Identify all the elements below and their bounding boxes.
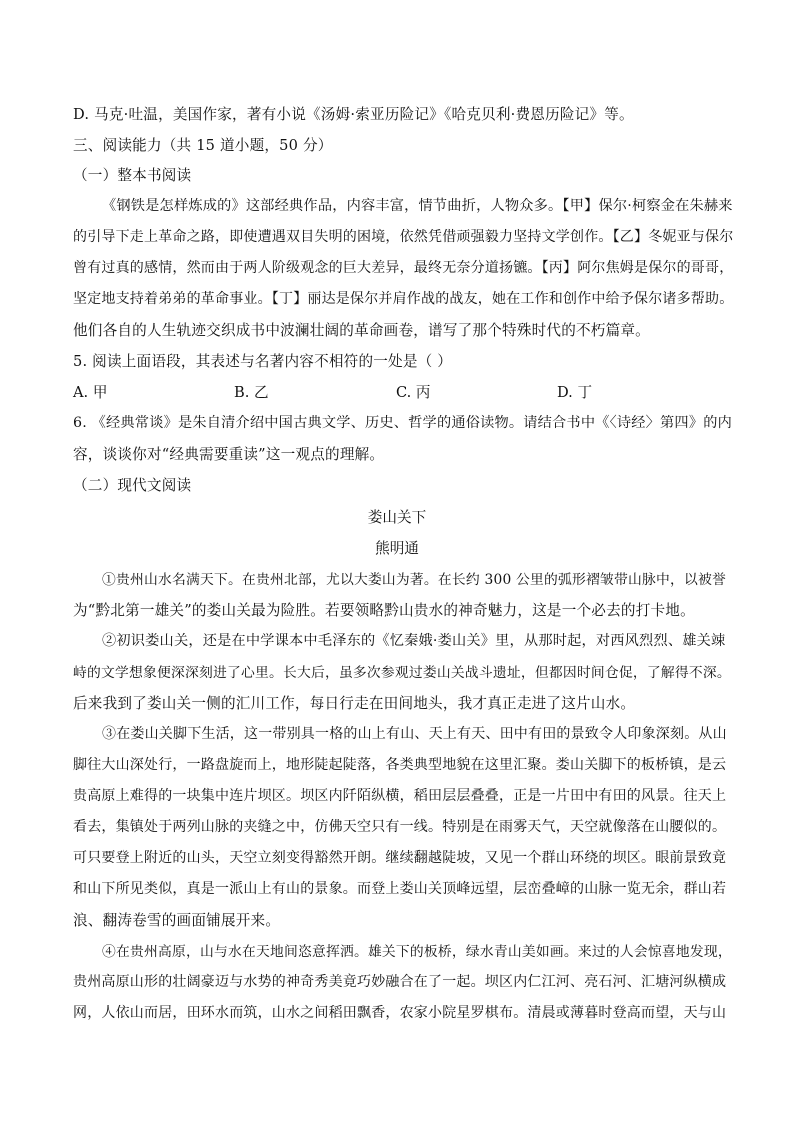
question-5-option-c: C. 丙 [396, 384, 431, 401]
subsection-2-heading: （二）现代文阅读 [73, 477, 192, 494]
article-paragraph-2-line: 后来我到了娄山关一侧的汇川工作，每日行走在田间地头，我才真正走进了这片山水。 [73, 695, 636, 712]
question-5-option-d: D. 丁 [557, 384, 593, 401]
passage-1-line: 曾有过真的感情，然而由于两人阶级观念的巨大差异，最终无奈分道扬镳。【丙】阿尔焦姆是保尔的哥哥， [73, 260, 734, 276]
article-paragraph-4-line: 网，人依山而居，田环水而筑，山水之间稻田飘香，农家小院星罗棋布。清晨或薄暮时登高而望，天与山 [73, 1005, 727, 1021]
article-paragraph-3-line: 脚往大山深处行，一路盘旋而上，地形陡起陡落，各类典型地貌在这里汇聚。娄山关脚下的板桥镇，是云 [73, 757, 727, 773]
article-paragraph-3-line: 浪、翻涛卷雪的画面铺展开来。 [73, 912, 281, 929]
article-paragraph-3-line: 和山下所见类似，真是一派山上有山的景象。而登上娄山关顶峰远望，层峦叠嶂的山脉一览无余，群山若 [73, 881, 727, 897]
section-3-heading: 三、阅读能力（共 15 道小题，50 分） [73, 137, 333, 154]
article-paragraph-2-line: ②初识娄山关，还是在中学课本中毛泽东的《忆秦娥·娄山关》里，从那时起，对西风烈烈、雄关竦 [102, 633, 726, 649]
article-title: 娄山关下 [367, 509, 427, 526]
article-author: 熊明通 [375, 540, 419, 557]
question-4-option-d: D. 马克·吐温，美国作家，著有小说《汤姆·索亚历险记》《哈克贝利·费恩历险记》等。 [73, 106, 634, 123]
question-6-line: 6. 《经典常谈》是朱自清介绍中国古典文学、历史、哲学的通俗读物。请结合书中《〈诗经〉第四》的内 [73, 415, 732, 431]
article-paragraph-3-line: 看去，集镇处于两列山脉的夹缝之中，仿佛天空只有一线。特别是在雨雾天气，天空就像落在山腰似的。 [73, 819, 727, 835]
question-6-line: 容，谈谈你对“经典需要重读”这一观点的理解。 [73, 446, 385, 463]
article-paragraph-2-line: 峙的文学想象便深深刻进了心里。长大后，虽多次参观过娄山关战斗遗址，但都因时间仓促，了解得不深。 [73, 665, 731, 681]
passage-1-line: 他们各自的人生轨迹交织成书中波澜壮阔的革命画卷，谱写了那个特殊时代的不朽篇章。 [73, 322, 650, 339]
article-paragraph-4-line: 贵州高原山形的壮阔豪迈与水势的神奇秀美竟巧妙融合在了一起。坝区内仁江河、亮石河、汇塘河纵横成 [73, 974, 727, 990]
article-paragraph-4-line: ④在贵州高原，山与水在天地间恣意挥洒。雄关下的板桥，绿水青山美如画。来过的人会惊喜地发现， [102, 944, 732, 960]
passage-1-line: 《钢铁是怎样炼成的》这部经典作品，内容丰富，情节曲折，人物众多。【甲】保尔·柯察金在朱赫来 [102, 198, 733, 214]
article-paragraph-3-line: 可只要登上附近的山头，天空立刻变得豁然开朗。继续翻越陡坡，又见一个群山环绕的坝区。眼前景致竟 [73, 850, 727, 866]
article-paragraph-3-line: 贵高原上难得的一块集中连片坝区。坝区内阡陌纵横，稻田层层叠叠，正是一片田中有田的风景。往天上 [73, 788, 727, 804]
passage-1-line: 的引导下走上革命之路，即使遭遇双目失明的困境，依然凭借顽强毅力坚持文学创作。【乙】冬妮亚与保尔 [73, 229, 734, 245]
article-paragraph-3-line: ③在娄山关脚下生活，这一带别具一格的山上有山、天上有天、田中有田的景致令人印象深刻。从山 [102, 726, 727, 742]
subsection-1-heading: （一）整本书阅读 [73, 167, 192, 184]
article-paragraph-1-line: ①贵州山水名满天下。在贵州北部，尤以大娄山为著。在长约 300 公里的弧形褶皱带山脉中，以被誉 [102, 572, 726, 588]
passage-1-line: 坚定地支持着弟弟的革命事业。【丁】丽达是保尔并肩作战的战友，她在工作和创作中给予保尔诸多帮助。 [73, 291, 734, 307]
article-paragraph-1-line: 为“黔北第一雄关”的娄山关最为险胜。若要领略黔山贵水的神奇魅力，这是一个必去的打卡地。 [73, 602, 695, 619]
question-5-option-a: A. 甲 [73, 384, 108, 401]
question-5: 5. 阅读上面语段，其表述与名著内容不相符的一处是（ ） [73, 353, 453, 370]
question-5-option-b: B. 乙 [234, 384, 269, 401]
